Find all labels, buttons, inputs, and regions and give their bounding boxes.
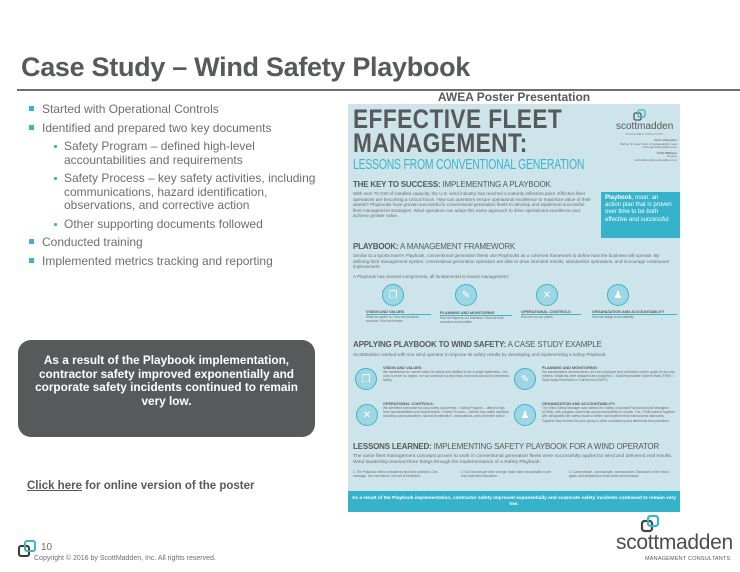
- poster-title-line2: MANAGEMENT:: [353, 128, 528, 158]
- case-item: PLANNING AND MONITORING: We standardized, benchmarked, and set employee and contractor stretch goals for two key metrics. Initiatives were designed and budgeted. • Total Recordable Incident Rate (TRIR) • Days Away Restricted or Transferred (DART): [542, 366, 675, 383]
- result-callout: As a result of the Playbook implementation, contractor safety improved exponentially and corporate safety incidents continued to remain very low.: [18, 340, 315, 437]
- framework-heading: PLAYBOOK: A MANAGEMENT FRAMEWORK: [353, 242, 516, 251]
- link-suffix: for online version of the poster: [81, 480, 255, 492]
- lesson-item: 2. Our best people drive change. Make them accountable to set and implement standards.: [461, 470, 551, 478]
- contact2-role: Partner: [667, 154, 677, 159]
- logo-subtext: MANAGEMENT CONSULTANTS: [645, 556, 731, 562]
- logo-text: scottmadden: [616, 531, 733, 554]
- contact1-email: chrisv@scottmadden.com: [642, 145, 677, 150]
- page-number: 10: [41, 542, 53, 553]
- key-text: With over 70 GW of installed capacity, the U.S. wind industry has reached a maturity inflection point. Effective fleet operations are becoming a critical focus. How can operators ensure operational excellence to maximize value of their assets? Playbooks have proven successful in conventional generation fleets to develop and implement successful fleet management strategies. Wind operators can adopt this same approach to drive operational excellence and achieve greater value.: [353, 191, 591, 219]
- poster-link-line: [27, 480, 255, 492]
- framework-text: Similar to a sports team's Playbook, conventional generation fleets use Playbooks as a coherent framework to define how the business will operate. By defining their management system, conventional generation operators are able to drive intended results, standardize operations, and encourage continuous improvement.: [353, 253, 669, 270]
- notepad-icon: ✎: [514, 368, 536, 390]
- contact1-role: Partner & Clean Tech & Sustainability Lead: [619, 141, 677, 146]
- people-icon: ♟: [514, 404, 536, 426]
- lesson-item: 3. Communicate, communicate, communicate. Discussion of the vision, goals, and standards is what drives new behavior.: [569, 470, 670, 478]
- case-intro: ScottMadden worked with one wind operator to improve its safety results by developing and implementing a safety Playbook.: [353, 352, 607, 357]
- key-heading: THE KEY TO SUCCESS: IMPLEMENTING A PLAYBOOK: [353, 180, 551, 189]
- sub-bullet-item: Other supporting documents followed: [26, 218, 336, 232]
- component-item: PLANNING AND MONITORING How we improve our business / How we hold ourselves accountable: [440, 311, 512, 324]
- lessons-heading: LESSONS LEARNED: IMPLEMENTING SAFETY PLAYBOOK FOR A WIND OPERATOR: [353, 442, 660, 451]
- case-item: OPERATIONAL CONTROLS: We identified and wrote two key safety documents: • Safety Program – defines high level accountabilities and requirements • Safety Process – defines key safety activities, including communications, hazard identification, observations, and corrective action: [383, 402, 510, 419]
- contact2-name: Todd Williams: [656, 150, 677, 155]
- component-item: OPERATIONAL CONTROLS How we run our plants: [521, 310, 581, 319]
- poster-logo-text: scottmadden: [616, 121, 674, 132]
- lesson-item: 1. The Playbook drives consistency and best practices. One message, one experience, one set of behaviors.: [353, 470, 438, 478]
- bullet-item: Identified and prepared two key documents: [26, 122, 336, 136]
- notepad-icon: ✎: [455, 284, 477, 306]
- copyright: Copyright © 2016 by ScottMadden, Inc. All rights reserved.: [34, 555, 216, 562]
- components-intro: A Playbook has several components, all fundamental to sound management:: [353, 274, 510, 279]
- poster-title-line1: EFFECTIVE FLEET: [353, 104, 563, 134]
- documents-icon: ❐: [382, 284, 404, 306]
- bullet-item: Started with Operational Controls: [26, 103, 336, 117]
- playbook-definition: Playbook, noun: an action plan that is proven over time to be both effective and successful: [601, 192, 680, 238]
- poster-subtitle: LESSONS FROM CONVENTIONAL GENERATION: [353, 157, 585, 173]
- contact2-email: toddwilliams@scottmadden.com: [633, 157, 677, 162]
- documents-icon: ❐: [355, 368, 377, 390]
- scottmadden-logo: [585, 512, 735, 572]
- poster-result-banner: As a result of the Playbook implementation, contractor safety improved exponentially and corporate safety incidents continued to remain very low.: [348, 491, 680, 512]
- tools-icon: ✕: [536, 284, 558, 306]
- poster-caption: AWEA Poster Presentation: [437, 90, 591, 104]
- people-icon: ♟: [607, 284, 629, 306]
- bullet-item: Conducted training: [26, 236, 336, 250]
- lessons-intro: The same fleet management concepts proven to work in conventional generation fleets were successfully applied to wind and delivered real results. Wind leadership learned three things through the implementation of a Safety Playbook:: [353, 454, 673, 465]
- sub-bullet-item: Safety Program – defined high-level accountabilities and requirements: [26, 140, 336, 167]
- bullet-list: [26, 103, 336, 273]
- slide-title: Case Study – Wind Safety Playbook: [21, 52, 470, 82]
- component-item: ORGANIZATION AND ACCOUNTABILITY How we assign accountability: [592, 310, 677, 319]
- poster-logo-sub: MANAGEMENT CONSULTANTS: [626, 133, 663, 136]
- tools-icon: ✕: [356, 404, 378, 426]
- click-here-link[interactable]: Click here: [27, 480, 82, 492]
- sub-bullet-item: Safety Process – key safety activities, including communications, hazard identification, observations, and corrective action: [26, 172, 336, 213]
- poster-image: [348, 104, 680, 512]
- component-item: VISION AND VALUES What we aspire to / How we measure success / How we behave: [366, 310, 431, 323]
- bullet-item: Implemented metrics tracking and reporting: [26, 255, 336, 269]
- case-heading: APPLYING PLAYBOOK TO WIND SAFETY: A CASE STUDY EXAMPLE: [353, 340, 602, 349]
- contact1-name: Chris Vlahoplus: [654, 138, 677, 142]
- case-item: VISION AND VALUES: We established an overall vision for safety and distilled it into a single statement—Our work is never so urgent, nor our schedule so important, that work cannot be performed safely.: [383, 366, 510, 383]
- case-item: ORGANIZATION AND ACCOUNTABILITY: The Wind Safety Manager was named the Safety Corporate Functional Area Managers (CFAM), with program ownership and accountability for results. The CFAM worked together with designated site safety leads to define and implement functional area standards. Together they formed the peer group to drive consistency and determine best practices.: [542, 402, 675, 423]
